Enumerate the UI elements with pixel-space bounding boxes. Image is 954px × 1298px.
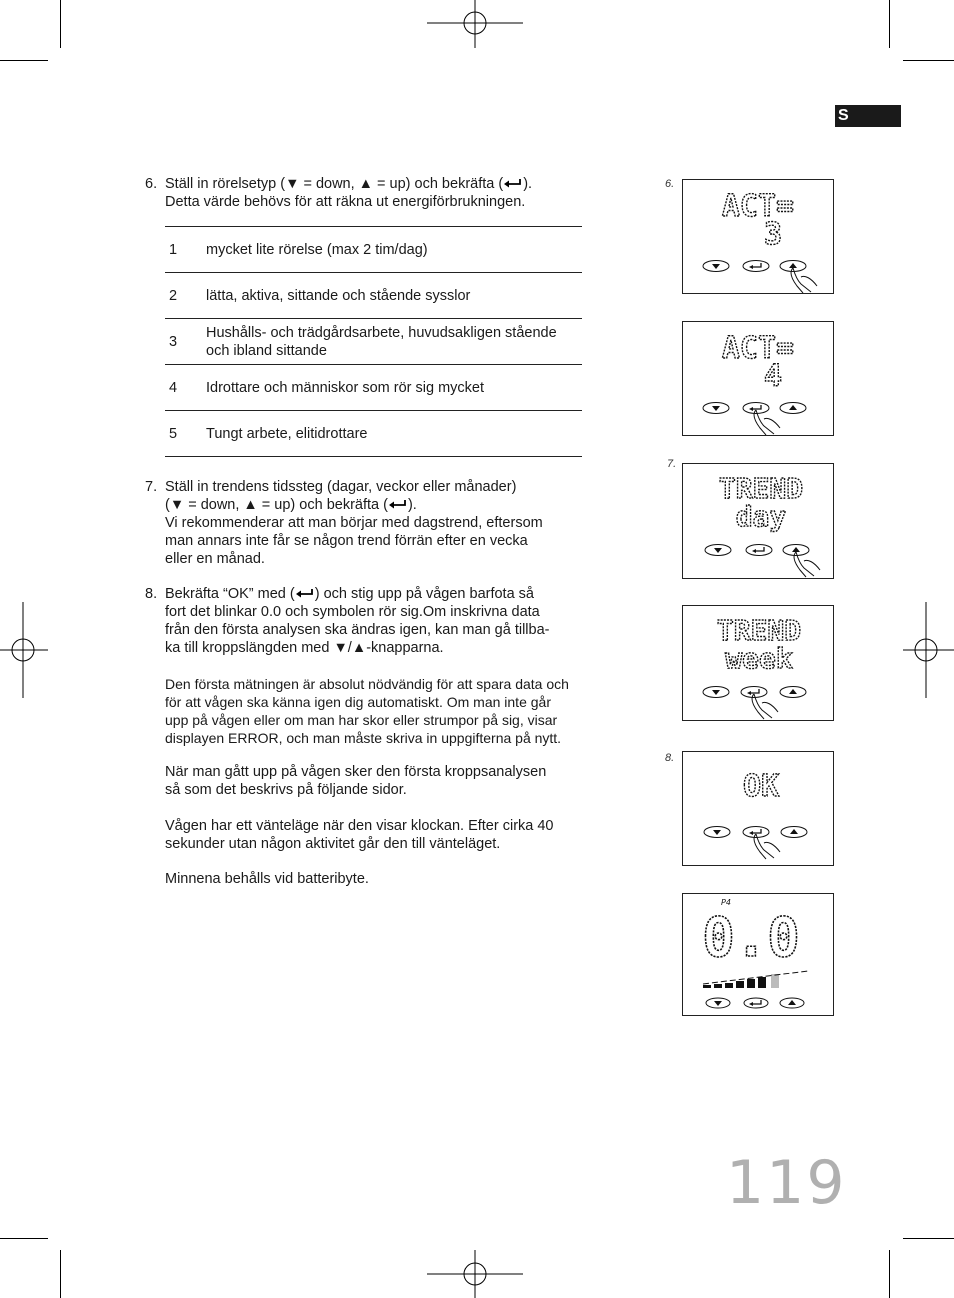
step7-text: Ställ in trendens tidssteg (dagar, veckor eller månader) (▼ = down, ▲ = up) och bekräfta ( ). Vi rekommenderar att man börjar med dagstrend, eftersom man annars inte får se någon trend förrän efter en vecka eller en månad. <box>165 479 543 567</box>
down-button-icon <box>703 261 729 272</box>
down-button-icon <box>703 403 729 414</box>
lcd-line1: TREND <box>718 472 804 505</box>
registration-mark-left <box>0 602 48 698</box>
lcd-display-zero <box>682 893 834 1016</box>
up-button-icon <box>781 827 807 838</box>
registration-mark-bottom <box>427 1250 523 1298</box>
enter-icon <box>295 588 315 599</box>
table-row: 1 mycket lite rörelse (max 2 tim/dag) <box>165 226 582 272</box>
lcd-value: 0.0 <box>702 906 800 969</box>
down-button-icon <box>704 827 730 838</box>
lcd-line1: TREND <box>716 614 802 647</box>
step8-number: 8. <box>145 586 158 602</box>
up-button-icon <box>783 545 809 556</box>
down-button-icon <box>703 687 729 698</box>
down-button-icon <box>705 545 731 556</box>
lcd-line1: ACT= <box>721 189 795 224</box>
figure-label-6: 6. <box>665 178 675 190</box>
enter-button-icon <box>743 403 769 414</box>
down-button-icon <box>706 998 730 1008</box>
lcd-line1: ACT= <box>721 331 795 366</box>
registration-mark-right <box>903 602 954 698</box>
figure-label-8: 8. <box>665 752 675 764</box>
crop-mark <box>0 60 48 61</box>
lcd-line2: 4 <box>763 359 783 394</box>
figure-label-7: 7. <box>667 458 677 470</box>
lcd-corner-indicator: P4 <box>721 898 731 907</box>
crop-mark <box>903 60 954 61</box>
lcd-display-ok <box>682 751 834 866</box>
enter-icon <box>388 499 408 510</box>
crop-mark <box>903 1238 954 1239</box>
table-row: 3 Hushålls- och trädgårdsarbete, huvudsakligen stående och ibland sittande <box>165 318 582 364</box>
step6-number: 6. <box>145 176 158 192</box>
lcd-display-act3 <box>682 179 834 294</box>
crop-mark <box>889 0 890 48</box>
up-button-icon <box>780 998 804 1008</box>
table-row: 2 lätta, aktiva, sittande och stående sysslor <box>165 272 582 318</box>
crop-mark <box>889 1250 890 1298</box>
activity-table <box>165 226 582 457</box>
note-standby: Vågen har ett vänteläge när den visar klockan. Efter cirka 40 sekunder utan någon aktivitet går den till vänteläget. <box>165 818 554 852</box>
crop-mark <box>60 0 61 48</box>
progress-bar-segments <box>703 971 808 988</box>
step8-text: Bekräfta “OK” med ( ) och stig upp på vågen barfota så fort det blinkar 0.0 och symbolen rör sig.Om inskrivna data från den första analysen ska ändras igen, kan man gå tillba- ka till kroppslängden med ▼/▲-knapparna. <box>165 586 550 656</box>
lcd-display-trend-week <box>682 605 834 721</box>
enter-button-icon <box>741 687 767 698</box>
lcd-line1: OK <box>742 769 780 804</box>
lcd-display-trend-day <box>682 463 834 579</box>
lcd-display-act4 <box>682 321 834 436</box>
up-button-icon <box>780 261 806 272</box>
enter-button-icon <box>743 261 769 272</box>
crop-mark <box>60 1250 61 1298</box>
language-tab: S <box>835 105 901 127</box>
lcd-line2: day <box>735 500 787 533</box>
lcd-line2: week <box>725 642 793 675</box>
enter-button-icon <box>743 827 769 838</box>
note-memory: Minnena behålls vid batteribyte. <box>165 871 369 887</box>
up-button-icon <box>780 403 806 414</box>
up-button-icon <box>780 687 806 698</box>
note-body-analysis: När man gått upp på vågen sker den första kroppsanalysen så som det beskrivs på följande sidor. <box>165 764 547 798</box>
step6-text: Ställ in rörelsetyp (▼ = down, ▲ = up) och bekräfta ( ). Detta värde behövs för att räkna ut energiförbrukningen. <box>165 176 533 210</box>
step7-number: 7. <box>145 479 158 495</box>
page-number: 119 <box>726 1148 847 1218</box>
enter-button-icon <box>746 545 772 556</box>
table-row: 4 Idrottare och människor som rör sig mycket <box>165 364 582 410</box>
lcd-line2: 3 <box>763 217 783 252</box>
table-row: 5 Tungt arbete, elitidrottare <box>165 410 582 457</box>
crop-mark <box>0 1238 48 1239</box>
enter-icon <box>503 178 523 189</box>
enter-button-icon <box>744 998 768 1008</box>
note-first-measurement: Den första mätningen är absolut nödvändig för att spara data och för att vågen ska känna igen dig automatiskt. Om man inte går upp på vågen eller om man har skor eller strumpor på sig, visar displayen ERROR, och man måste skriva in uppgifterna på nytt. <box>165 676 569 746</box>
registration-mark-top <box>427 0 523 48</box>
